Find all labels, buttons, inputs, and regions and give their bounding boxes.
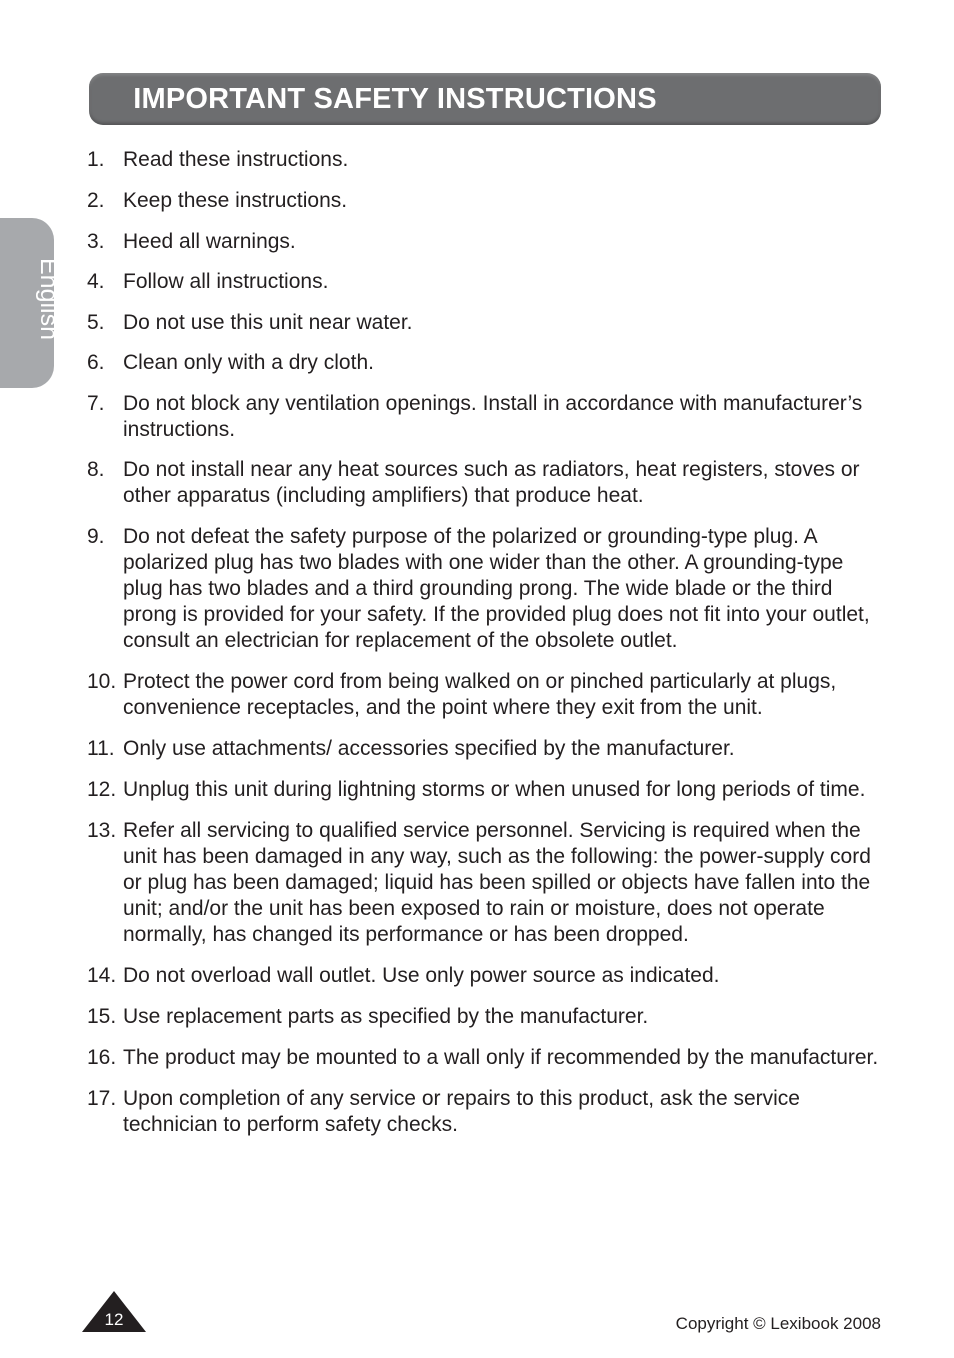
instruction-item bbox=[87, 669, 887, 721]
instruction-text: Clean only with a dry cloth. bbox=[123, 351, 374, 374]
instruction-text: Upon completion of any service or repairs to this product, ask the service technician to perform safety checks. bbox=[123, 1087, 800, 1136]
instruction-text: Do not overload wall outlet. Use only power source as indicated. bbox=[123, 964, 720, 987]
instruction-number: 5. bbox=[87, 311, 105, 334]
instruction-item bbox=[87, 188, 887, 214]
instruction-number: 3. bbox=[87, 230, 105, 253]
instruction-number: 10. bbox=[87, 670, 117, 693]
instruction-number: 17. bbox=[87, 1087, 117, 1110]
instruction-item bbox=[87, 777, 887, 803]
instruction-text: Read these instructions. bbox=[123, 148, 349, 171]
instruction-item bbox=[87, 310, 887, 336]
instruction-text: Heed all warnings. bbox=[123, 230, 296, 253]
instruction-item bbox=[87, 1045, 887, 1071]
instruction-item bbox=[87, 1086, 887, 1138]
instruction-text: Do not block any ventilation openings. Install in accordance with manufacturer’s instructions. bbox=[123, 392, 863, 441]
instruction-item bbox=[87, 963, 887, 989]
instruction-item bbox=[87, 269, 887, 295]
instruction-item bbox=[87, 147, 887, 173]
safety-instructions-list bbox=[87, 147, 887, 1138]
instruction-number: 7. bbox=[87, 392, 105, 415]
page-number: 12 bbox=[104, 1310, 124, 1329]
instruction-item bbox=[87, 736, 887, 762]
instruction-text: Do not defeat the safety purpose of the polarized or grounding-type plug. A polarized plug has two blades with one wider than the other. A grounding-type plug has two blades and a third grounding prong. The wide blade or the third prong is provided for your safety. If the provided plug does not fit into your outlet, consult an electrician for replacement of the obsolete outlet. bbox=[123, 525, 870, 652]
language-tab-label: English bbox=[35, 258, 63, 340]
instruction-number: 1. bbox=[87, 148, 105, 171]
instruction-number: 13. bbox=[87, 819, 117, 842]
instruction-text: Only use attachments/ accessories specified by the manufacturer. bbox=[123, 737, 735, 760]
instruction-number: 15. bbox=[87, 1005, 117, 1028]
instruction-number: 8. bbox=[87, 458, 105, 481]
instruction-number: 2. bbox=[87, 189, 105, 212]
instruction-number: 14. bbox=[87, 964, 117, 987]
instruction-text: Keep these instructions. bbox=[123, 189, 348, 212]
page-number-badge bbox=[82, 1291, 146, 1333]
section-title: IMPORTANT SAFETY INSTRUCTIONS bbox=[133, 82, 657, 115]
instruction-item bbox=[87, 457, 887, 509]
copyright-notice: Copyright © Lexibook 2008 bbox=[675, 1314, 881, 1333]
instruction-text: Refer all servicing to qualified service personnel. Servicing is required when the unit has been damaged in any way, such as the following: the power-supply cord or plug has been damaged; liquid has been spilled or objects have fallen into the unit; and/or the unit has been exposed to rain or moisture, does not operate normally, has changed its performance or has been dropped. bbox=[123, 819, 871, 946]
instruction-item bbox=[87, 524, 887, 654]
instruction-number: 12. bbox=[87, 778, 117, 801]
instruction-item bbox=[87, 818, 887, 948]
instruction-number: 11. bbox=[87, 737, 115, 760]
instruction-number: 4. bbox=[87, 270, 105, 293]
instruction-item bbox=[87, 229, 887, 255]
instruction-item bbox=[87, 391, 887, 443]
instruction-number: 6. bbox=[87, 351, 105, 374]
instruction-item bbox=[87, 1004, 887, 1030]
instruction-text: Follow all instructions. bbox=[123, 270, 329, 293]
instruction-number: 9. bbox=[87, 525, 105, 548]
instruction-text: Use replacement parts as specified by the manufacturer. bbox=[123, 1005, 649, 1028]
instruction-text: Unplug this unit during lightning storms or when unused for long periods of time. bbox=[123, 778, 866, 801]
instruction-text: Do not use this unit near water. bbox=[123, 311, 413, 334]
instruction-number: 16. bbox=[87, 1046, 117, 1069]
instruction-item bbox=[87, 350, 887, 376]
instruction-text: Protect the power cord from being walked on or pinched particularly at plugs, convenience receptacles, and the point where they exit from the unit. bbox=[123, 670, 837, 719]
instruction-text: The product may be mounted to a wall only if recommended by the manufacturer. bbox=[123, 1046, 879, 1069]
instruction-text: Do not install near any heat sources such as radiators, heat registers, stoves or other apparatus (including amplifiers) that produce heat. bbox=[123, 458, 860, 507]
section-header-bar bbox=[89, 73, 881, 125]
